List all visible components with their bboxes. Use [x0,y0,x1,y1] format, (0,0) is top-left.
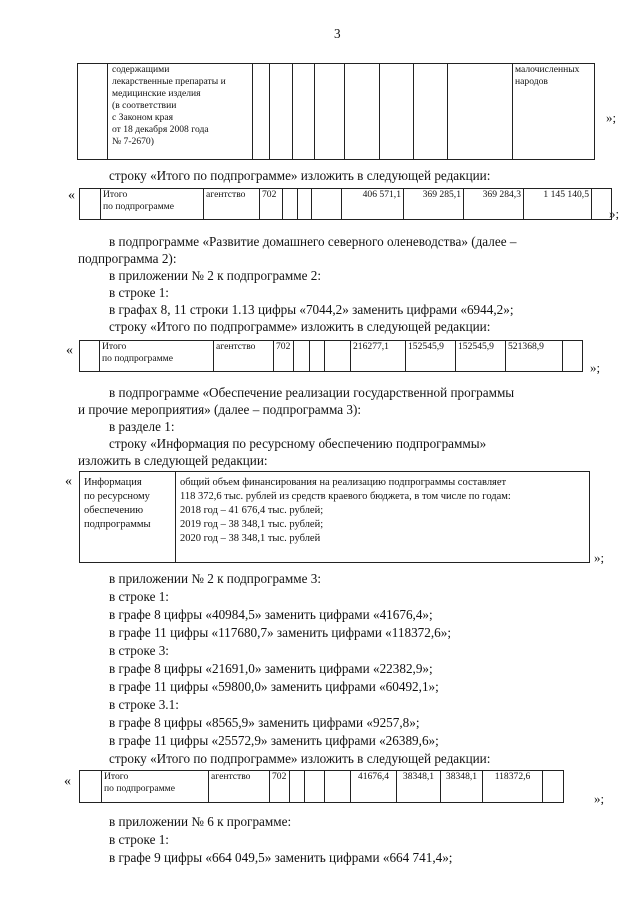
itogo-table [79,188,612,220]
cell [325,341,351,372]
cell [78,64,108,160]
paragraph-line: в строке 1: [109,832,169,847]
paragraph-line: в приложении № 6 к программе: [109,814,292,829]
cell [315,64,345,160]
itogo-table [79,340,583,372]
paragraph-line: в строке 1: [109,285,169,300]
cell [305,771,325,803]
name-line: Итого [103,189,128,200]
paragraph-line: в графе 8 цифры «8565,9» заменить цифрами «9257,8»; [109,715,420,730]
closing-quote: »; [594,791,605,806]
code-cell: 702 [260,189,283,220]
value-line: 2019 год – 38 348,1 тыс. рублей; [180,519,324,530]
closing-quote: »; [606,110,617,125]
program-text-cell [108,64,253,160]
value-cell: 38348,1 [397,771,441,803]
table-fragment [77,63,595,160]
cell [414,64,448,160]
code-cell: 702 [270,771,290,803]
name-line: по подпрограмме [104,783,175,794]
cell [448,64,513,160]
text-line: № 7-2670) [112,136,154,147]
paragraph-line: в графах 8, 11 строки 1.13 цифры «7044,2» заменить цифрами «6944,2»; [109,302,514,317]
paragraph-line: строку «Итого по подпрограмме» изложить в следующей редакции: [109,751,491,766]
paragraph-line: строку «Информация по ресурсному обеспечению подпрограммы» [109,436,487,451]
name-line: Итого [104,771,129,782]
cell [543,771,564,803]
text-line: медицинские изделия [112,88,201,99]
value-cell: 216277,1 [351,341,406,372]
paragraph-line: в строке 3.1: [109,697,179,712]
paragraph-line: в графе 8 цифры «21691,0» заменить цифрами «22382,9»; [109,661,433,676]
value-cell: 152545,9 [406,341,456,372]
label-line: обеспечению [84,505,144,516]
itogo-table [79,770,564,803]
name-cell [102,771,209,803]
value-line: 2018 год – 41 676,4 тыс. рублей; [180,505,324,516]
name-cell [101,189,204,220]
name-line: по подпрограмме [103,201,174,212]
cell [270,64,293,160]
total-cell: 1 145 140,5 [524,189,592,220]
value-cell: 369 285,1 [404,189,464,220]
paragraph-line: в графе 9 цифры «664 049,5» заменить цифрами «664 741,4»; [109,850,453,865]
cell [310,341,325,372]
text-line: (в соответствии [112,100,177,111]
cell [325,771,351,803]
text-line: лекарственные препараты и [112,76,226,87]
cell [294,341,310,372]
paragraph-line: в разделе 1: [109,419,175,434]
cell [80,771,102,803]
text-line: малочисленных [515,64,580,75]
cell [253,64,270,160]
value-line: 118 372,6 тыс. рублей из средств краевого бюджета, в том числе по годам: [180,491,511,502]
paragraph-line: изложить в следующей редакции: [78,453,268,468]
paragraph-line: в графе 8 цифры «40984,5» заменить цифрами «41676,4»; [109,607,433,622]
total-cell: 118372,6 [483,771,543,803]
value-cell: 369 284,3 [464,189,524,220]
opening-quote: « [65,474,72,489]
cell [293,64,315,160]
instruction-line: строку «Итого по подпрограмме» изложить в следующей редакции: [109,168,491,183]
value-line: общий объем финансирования на реализацию подпрограммы составляет [180,477,507,488]
closing-quote: »; [590,360,601,375]
paragraph-line: подпрограмма 2): [78,251,177,266]
label-line: Информация [84,477,142,488]
label-line: подпрограммы [84,519,151,530]
paragraph-line: в графе 11 цифры «59800,0» заменить цифрами «60492,1»; [109,679,439,694]
resource-info-table [79,471,590,563]
paragraph-line: в подпрограмме «Обеспечение реализации государственной программы [109,385,515,400]
agency-cell: агентство [204,189,260,220]
value-cell: 41676,4 [351,771,397,803]
value-cell: 152545,9 [456,341,506,372]
paragraph-line: строку «Итого по подпрограмме» изложить в следующей редакции: [109,319,491,334]
closing-quote: »; [594,550,605,565]
label-line: по ресурсному [84,491,150,502]
cell [80,189,101,220]
result-cell [513,64,595,160]
text-line: от 18 декабря 2008 года [112,124,209,135]
cell [563,341,583,372]
value-cell [176,472,590,563]
opening-quote: « [66,343,73,358]
agency-cell: агентство [209,771,270,803]
agency-cell: агентство [214,341,274,372]
total-cell: 521368,9 [506,341,563,372]
opening-quote: « [68,188,75,203]
value-cell: 38348,1 [441,771,483,803]
opening-quote: « [64,774,71,789]
paragraph-line: и прочие мероприятия» (далее – подпрограмма 3): [78,402,362,417]
code-cell: 702 [274,341,294,372]
value-line: 2020 год – 38 348,1 тыс. рублей [180,533,321,544]
cell [80,341,100,372]
paragraph-line: в графе 11 цифры «117680,7» заменить цифрами «118372,6»; [109,625,451,640]
paragraph-line: в приложении № 2 к подпрограмме 2: [109,268,321,283]
cell [380,64,414,160]
cell [283,189,298,220]
text-line: народов [515,76,548,87]
value-cell: 406 571,1 [342,189,404,220]
name-line: Итого [102,341,127,352]
paragraph-line: в подпрограмме «Развитие домашнего северного оленеводства» (далее – [109,234,517,249]
paragraph-line: в приложении № 2 к подпрограмме 3: [109,571,321,586]
paragraph-line: в графе 11 цифры «25572,9» заменить цифрами «26389,6»; [109,733,439,748]
cell [312,189,342,220]
cell [290,771,305,803]
cell [298,189,312,220]
cell [345,64,380,160]
page-number: 3 [334,26,341,41]
label-cell [80,472,176,563]
text-line: содержащими [112,64,170,75]
text-line: с Законом края [112,112,174,123]
paragraph-line: в строке 3: [109,643,169,658]
name-line: по подпрограмме [102,353,173,364]
paragraph-line: в строке 1: [109,589,169,604]
name-cell [100,341,214,372]
closing-quote: »; [609,206,620,221]
